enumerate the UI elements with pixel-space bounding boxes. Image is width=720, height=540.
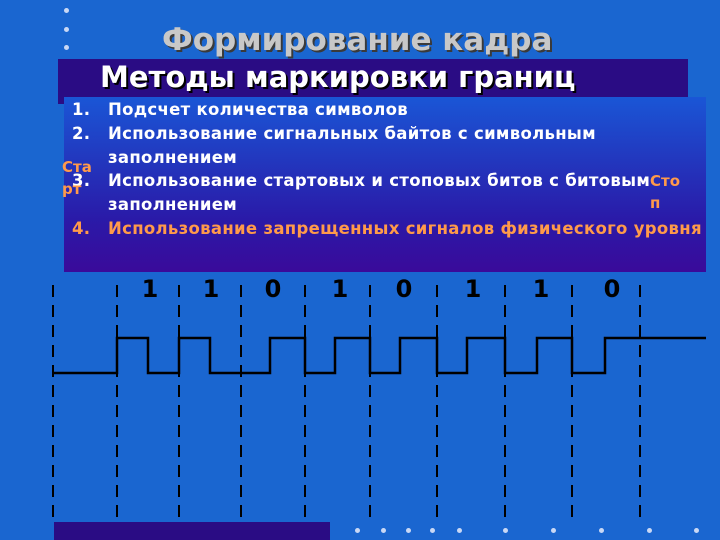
list-item-number: 2.: [72, 123, 91, 143]
slide-title: Формирование кадра: [162, 22, 553, 58]
list-item-text: Использование сигнальных байтов с символьным заполнением: [108, 123, 596, 167]
bottom-band: [54, 522, 330, 540]
list-item-number: 1.: [72, 100, 91, 119]
start-label: Ста рт: [62, 158, 92, 198]
bit-label: 1: [464, 275, 482, 303]
bit-label: 0: [395, 275, 413, 303]
signal-waveform: [53, 338, 706, 373]
list-item-text: Использование стартовых и стоповых битов с битовым заполнением: [108, 171, 651, 215]
list-item-number: 4.: [72, 218, 91, 238]
list-item-text: Подсчет количества символов: [108, 100, 409, 119]
bit-boundaries: [53, 285, 640, 520]
slide-subtitle: Методы маркировки границ: [100, 60, 576, 94]
bit-label: 0: [603, 275, 621, 303]
stop-label: Сто п: [650, 172, 681, 212]
bit-label: 1: [532, 275, 550, 303]
list-item-number: 3.: [72, 171, 91, 191]
list-item-text: Использование запрещенных сигналов физического уровня: [108, 218, 702, 238]
bit-label: 1: [331, 275, 349, 303]
bit-label: 1: [141, 275, 159, 303]
bit-label: 0: [264, 275, 282, 303]
bit-label: 1: [202, 275, 220, 303]
